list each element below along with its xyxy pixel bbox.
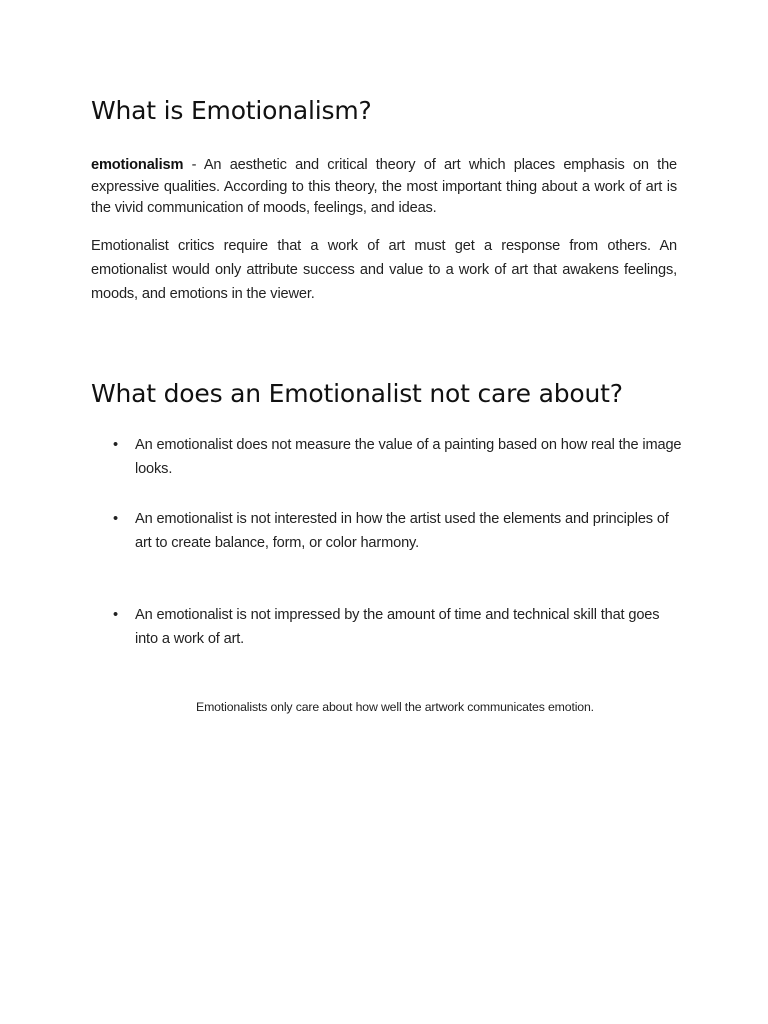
list-item-text: An emotionalist is not interested in how the artist used the elements and principles of art to create balance, form, or color harmony.: [135, 511, 669, 551]
closing-statement: Emotionalists only care about how well the artwork communicates emotion.: [196, 700, 594, 714]
list-item-text: An emotionalist is not impressed by the amount of time and technical skill that goes into a work of art.: [135, 607, 660, 647]
bullet-icon: •: [113, 607, 118, 623]
definition-paragraph: [91, 155, 677, 220]
critics-paragraph: Emotionalist critics require that a work of art must get a response from others. An emotionalist would only attribute success and value to a work of art that awakens feelings, moods, and emotions in the viewer.: [91, 238, 677, 302]
section-heading-what-is-emotionalism: What is Emotionalism?: [91, 96, 372, 125]
bullet-icon: •: [113, 437, 118, 453]
section-heading-not-care-about: What does an Emotionalist not care about?: [91, 379, 623, 408]
definition-term: emotionalism: [91, 157, 184, 173]
bullet-icon: •: [113, 511, 118, 527]
list-item-text: An emotionalist does not measure the value of a painting based on how real the image looks.: [135, 437, 682, 477]
definition-text: - An aesthetic and critical theory of art which places emphasis on the expressive qualities. According to this theory, the most important thing about a work of art is the vivid communication of moods, feelings, and ideas.: [91, 157, 677, 216]
